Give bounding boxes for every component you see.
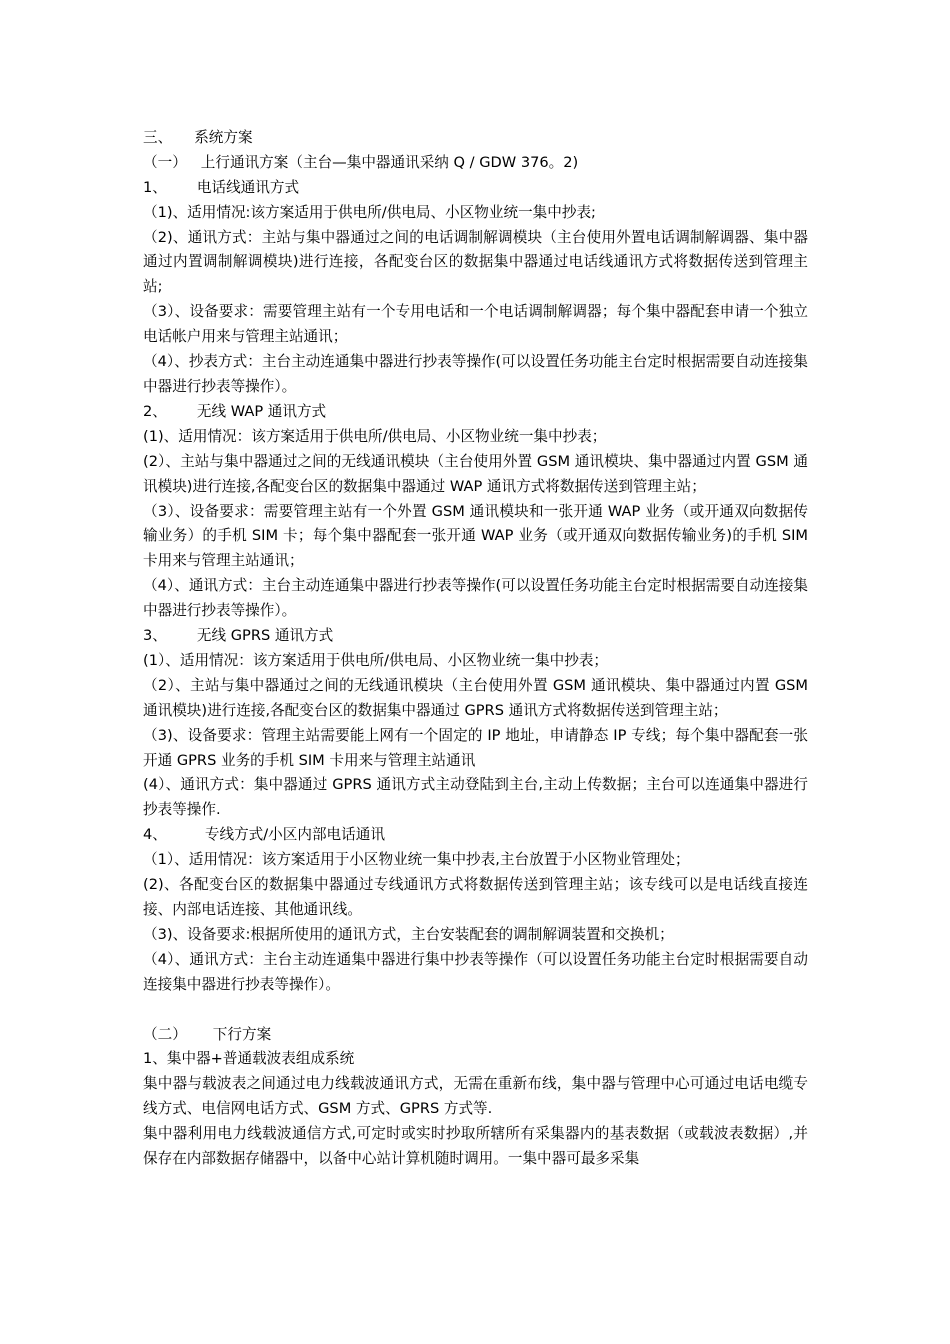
- subsection-title: 下行方案: [212, 1025, 272, 1043]
- paragraph: （3)、设备要求：管理主站需要能上网有一个固定的 IP 地址，申请静态 IP 专线；每个集中器配套一张开通 GPRS 业务的手机 SIM 卡用来与管理主站通讯: [143, 726, 808, 769]
- paragraph: （3）、设备要求：需要管理主站有一个外置 GSM 通讯模块和一张开通 WAP 业务（或开通双向数据传输业务）的手机 SIM 卡；每个集中器配套一张开通 WAP 业务（或开通双向数据传输业务)的手机 SIM 卡用来与管理主站通讯；: [143, 502, 808, 570]
- paragraph: (4）、通讯方式：集中器通过 GPRS 通讯方式主动登陆到主台,主动上传数据；主台可以连通集中器进行抄表等操作.: [143, 776, 808, 819]
- paragraph: （4）、通讯方式：主台主动连通集中器进行集中抄表等操作（可以设置任务功能主台定时根据需要自动连接集中器进行抄表等操作）。: [143, 950, 808, 993]
- item-heading-4: [143, 823, 808, 848]
- paragraph: （1）、适用情况：该方案适用于小区物业统一集中抄表,主台放置于小区物业管理处；: [143, 851, 690, 869]
- subsection-title: 上行通讯方案（主台—集中器通讯采纳 Q / GDW 376。2): [200, 153, 579, 171]
- subsection-heading-1: [143, 151, 808, 176]
- paragraph: （4）、抄表方式：主台主动连通集中器进行抄表等操作(可以设置任务功能主台定时根据需要自动连接集中器进行抄表等操作）。: [143, 353, 808, 396]
- item-heading-3: [143, 624, 808, 649]
- subsection-number: （一）: [143, 153, 187, 171]
- item-number: 2、: [143, 402, 167, 420]
- item-title: 电话线通讯方式: [196, 178, 300, 196]
- paragraph: （2)、通讯方式：主站与集中器通过之间的电话调制解调模块（主台使用外置电话调制解调器、集中器通过内置调制解调模块)进行连接，各配变台区的数据集中器通过电话线通讯方式将数据传送到管理主站;: [143, 228, 808, 296]
- section-heading: [143, 126, 808, 151]
- item-title: 无线 GPRS 通讯方式: [196, 627, 334, 645]
- paragraph: (1)、适用情况：该方案适用于供电所/供电局、小区物业统一集中抄表；: [143, 427, 607, 445]
- paragraph: 集中器与载波表之间通过电力线载波通讯方式，无需在重新布线，集中器与管理中心可通过电话电缆专线方式、电信网电话方式、GSM 方式、GPRS 方式等.: [143, 1075, 808, 1118]
- item-title: 专线方式/小区内部电话通讯: [204, 826, 385, 844]
- document-page: [143, 126, 808, 1172]
- item-number: 4、: [143, 826, 167, 844]
- paragraph: (2)、各配变台区的数据集中器通过专线通讯方式将数据传送到管理主站；该专线可以是电话线直接连接、内部电话连接、其他通讯线。: [143, 876, 808, 918]
- paragraph: （2）、主站与集中器通过之间的无线通讯模块（主台使用外置 GSM 通讯模块、集中器通过内置 GSM 通讯模块)进行连接,各配变台区的数据集中器通过 GPRS 通讯方式将数据传送到管理主站；: [143, 676, 808, 719]
- section-number: 三、: [143, 129, 173, 146]
- subsection-heading-2: [143, 1023, 808, 1048]
- paragraph: （4）、通讯方式：主台主动连通集中器进行抄表等操作(可以设置任务功能主台定时根据需要自动连接集中器进行抄表等操作）。: [143, 577, 808, 620]
- item-title: 无线 WAP 通讯方式: [196, 402, 327, 420]
- item-number: 1、: [143, 178, 167, 196]
- item-heading-1: [143, 176, 808, 201]
- section-title: 系统方案: [194, 129, 253, 146]
- paragraph: （3）、设备要求：需要管理主站有一个专用电话和一个电话调制解调器；每个集中器配套申请一个独立电话帐户用来与管理主站通讯；: [143, 303, 808, 346]
- subsection-number: （二）: [143, 1025, 187, 1043]
- paragraph: （3)、设备要求:根据所使用的通讯方式，主台安装配套的调制解调装置和交换机；: [143, 925, 674, 943]
- item-heading-2: [143, 400, 808, 425]
- paragraph: (1）、适用情况：该方案适用于供电所/供电局、小区物业统一集中抄表；: [143, 651, 609, 669]
- paragraph: (2）、主站与集中器通过之间的无线通讯模块（主台使用外置 GSM 通讯模块、集中器通过内置 GSM 通讯模块)进行连接,各配变台区的数据集中器通过 WAP 通讯方式将数据传送到管理主站；: [143, 452, 808, 495]
- blank-line: [143, 998, 808, 1023]
- item-heading-downlink-1: 1、集中器+普通载波表组成系统: [143, 1050, 355, 1068]
- paragraph: 集中器利用电力线载波通信方式,可定时或实时抄取所辖所有采集器内的基表数据（或载波表数据）,并保存在内部数据存储器中，以备中心站计算机随时调用。一集中器可最多采集: [143, 1125, 808, 1168]
- item-number: 3、: [143, 627, 167, 645]
- paragraph: （1)、适用情况:该方案适用于供电所/供电局、小区物业统一集中抄表;: [143, 203, 596, 221]
